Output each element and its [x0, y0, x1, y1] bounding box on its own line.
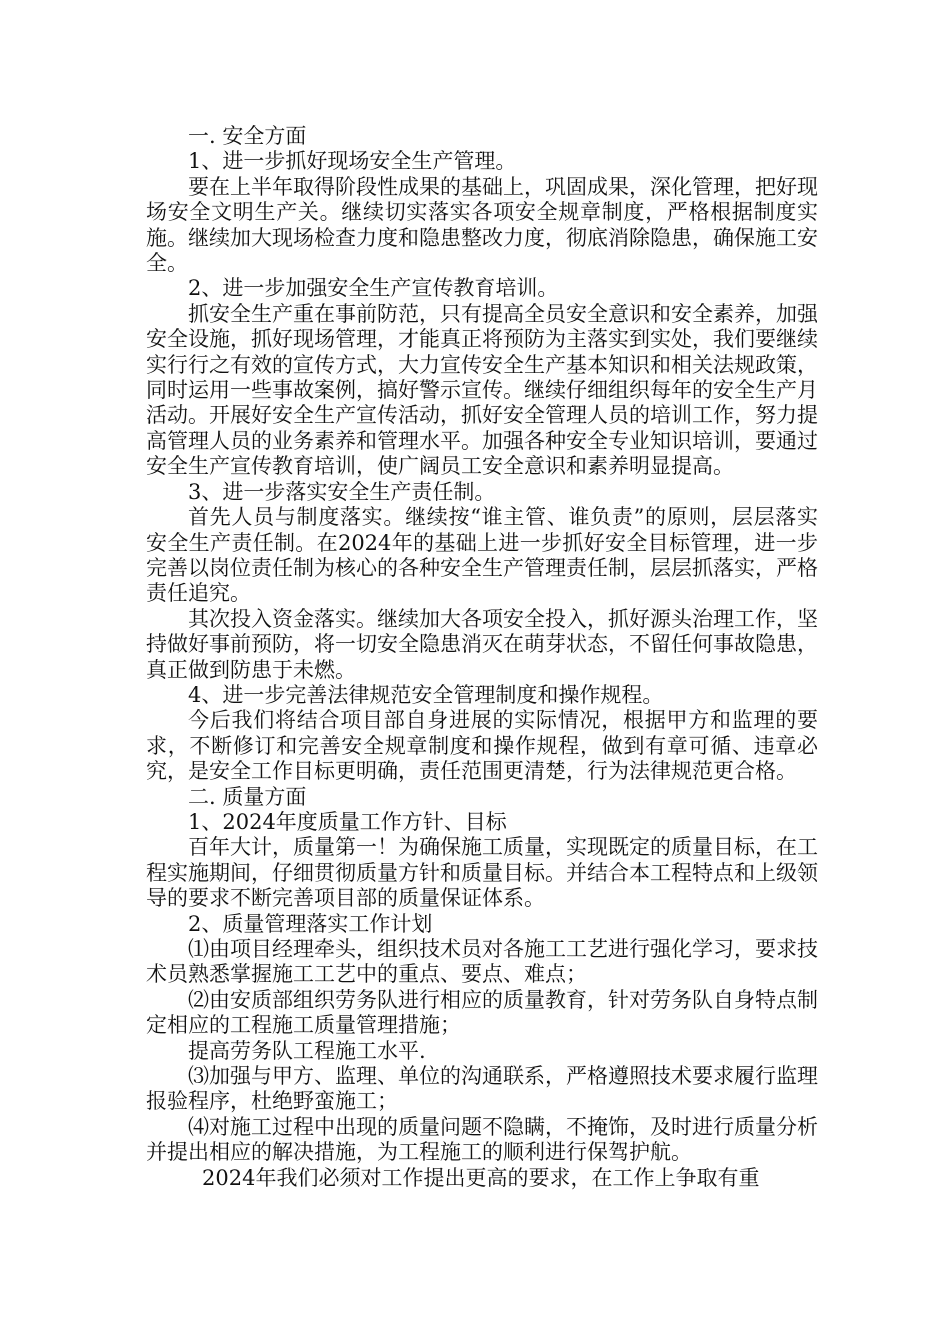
paragraph: 提高劳务队工程施工水平.: [188, 1038, 426, 1063]
subheading-responsibility: 3、进一步落实安全生产责任制。: [188, 479, 496, 504]
section-heading-safety: 一. 安全方面: [188, 124, 307, 148]
subheading-quality-plan: 2、质量管理落实工作计划: [188, 911, 433, 936]
list-item: ⑷对施工过程中出现的质量问题不隐瞒，不掩饰，及时进行质量分析并提出相应的解决措施，为工程施工的顺利进行保驾护航。: [146, 1114, 818, 1165]
list-item: ⑴由项目经理牵头，组织技术员对各施工工艺进行强化学习，要求技术员熟悉掌握施工工艺中的重点、要点、难点；: [146, 937, 818, 987]
list-item: ⑶加强与甲方、监理、单位的沟通联系，严格遵照技术要求履行监理报验程序，杜绝野蛮施工；: [146, 1064, 818, 1114]
paragraph: 今后我们将结合项目部自身进展的实际情况，根据甲方和监理的要求，不断修订和完善安全规章制度和操作规程，做到有章可循、违章必究，是安全工作目标更明确，责任范围更清楚，行为法律规范更合格。: [146, 708, 818, 784]
list-item: ⑵由安质部组织劳务队进行相应的质量教育，针对劳务队自身特点制定相应的工程施工质量管理措施；: [146, 987, 818, 1038]
paragraph: 首先人员与制度落实。继续按“谁主管、谁负责”的原则，层层落实安全生产责任制。在2024年的基础上进一步抓好安全目标管理，进一步完善以岗位责任制为核心的各种安全生产管理责任制，层层抓落实，严格责任追究。: [146, 505, 818, 606]
paragraph: 抓安全生产重在事前防范，只有提高全员安全意识和安全素养，加强安全设施，抓好现场管理，才能真正将预防为主落实到实处，我们要继续实行行之有效的宣传方式，大力宣传安全生产基本知识和相关法规政策，同时运用一些事故案例，搞好警示宣传。继续仔细组织每年的安全生产月活动。开展好安全生产宣传活动，抓好安全管理人员的培训工作，努力提高管理人员的业务素养和管理水平。加强各种安全专业知识培训，要通过安全生产宣传教育培训，使广阔员工安全意识和素养明显提高。: [146, 301, 818, 479]
document-body: [146, 124, 818, 1191]
paragraph: 要在上半年取得阶段性成果的基础上，巩固成果，深化管理，把好现场安全文明生产关。继续切实落实各项安全规章制度，严格根据制度实施。继续加大现场检查力度和隐患整改力度，彻底消除隐患，确保施工安全。: [146, 174, 818, 276]
subheading-safety-training: 2、进一步加强安全生产宣传教育培训。: [188, 276, 559, 301]
paragraph: 其次投入资金落实。继续加大各项安全投入，抓好源头治理工作，坚持做好事前预防，将一切安全隐患消灭在萌芽状态，不留任何事故隐患，真正做到防患于未燃。: [146, 606, 818, 682]
subheading-quality-policy: 1、2024年度质量工作方针、目标: [188, 809, 507, 834]
subheading-regulations: 4、进一步完善法律规范安全管理制度和操作规程。: [188, 682, 664, 707]
section-heading-quality: 二. 质量方面: [188, 784, 307, 809]
paragraph: 百年大计，质量第一！为确保施工质量，实现既定的质量目标，在工程实施期间，仔细贯彻质量方针和质量目标。并结合本工程特点和上级领导的要求不断完善项目部的质量保证体系。: [146, 835, 818, 911]
paragraph: 2024年我们必须对工作提出更高的要求，在工作上争取有重: [202, 1165, 760, 1190]
subheading-site-safety: 1、进一步抓好现场安全生产管理。: [188, 149, 517, 174]
